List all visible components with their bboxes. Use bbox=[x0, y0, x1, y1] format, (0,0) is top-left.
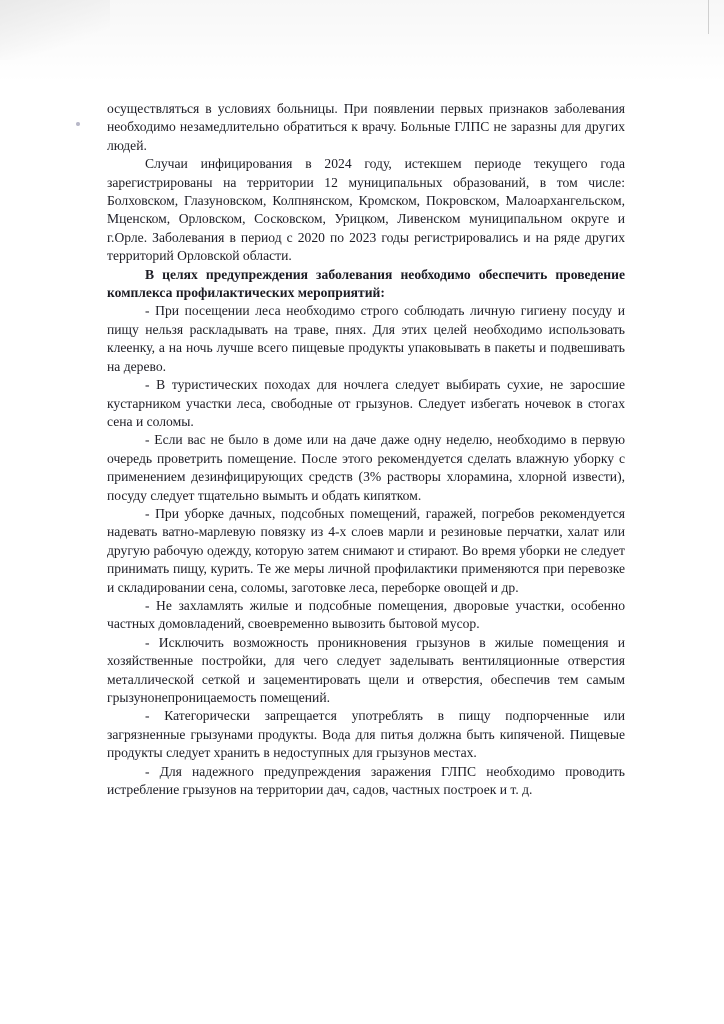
list-item-rodent-proofing: - Исключить возможность проникновения грызунов в жилые помещения и хозяйственные постройки, для чего следует заделывать вентиляционные отверстия металлической сеткой и зацементировать щели и отверстия, обеспечив тем самым грызунонепроницаемость помещений. bbox=[107, 634, 625, 705]
list-item-extermination: - Для надежного предупреждения заражения ГЛПС необходимо проводить истребление грызунов на территории дач, садов, частных построек и т. д. bbox=[107, 763, 625, 798]
paragraph-cases-2024: Случаи инфицирования в 2024 году, истекшем периоде текущего года зарегистрированы на территории 12 муниципальных образований, в том числе: Болховском, Глазуновском, Колпнянском, Кромском, Покровском, Малоархангельском, Мценском, Орловском, Сосковском, Урицком, Ливенском муниципальном округе и г.Орле. Заболевания в период с 2020 по 2023 годы регистрировались и на ряде других территорий Орловской области. bbox=[107, 156, 625, 264]
margin-dot bbox=[76, 122, 80, 126]
scan-edge-mark bbox=[708, 0, 709, 34]
paragraph-prevention-heading: В целях предупреждения заболевания необходимо обеспечить проведение комплекса профилактических мероприятий: bbox=[107, 266, 625, 301]
list-item-ventilation: - Если вас не было в доме или на даче даже одну неделю, необходимо в первую очередь проветрить помещение. После этого рекомендуется сделать влажную уборку с применением дезинфицирующих средств (3% растворы хлорамина, хлорной извести), посуду следует тщательно вымыть и обдать кипятком. bbox=[107, 432, 625, 503]
list-item-forest-hygiene: - При посещении леса необходимо строго соблюдать личную гигиену посуду и пищу нельзя раскладывать на траве, пнях. Для этих целей необходимо использовать клеенку, а на ночь лучше всего пищевые продукты упаковывать в пакеты и подвешивать на дерево. bbox=[107, 303, 625, 374]
list-item-food-safety: - Категорически запрещается употреблять в пищу подпорченные или загрязненные грызунами продукты. Вода для питья должна быть кипяченой. Пищевые продукты следует хранить в недоступных для грызунов местах. bbox=[107, 708, 625, 761]
list-item-cleaning-protection: - При уборке дачных, подсобных помещений, гаражей, погребов рекомендуется надевать ватно-марлевую повязку из 4-х слоев марли и резиновые перчатки, халат или другую рабочую одежду, которую затем снимают и стирают. Во время уборки не следует принимать пищу, курить. Те же меры личной профилактики применяются при перевозке и складировании сена, соломы, заготовке леса, переборке овощей и др. bbox=[107, 505, 625, 595]
paragraph-continuation: осуществляться в условиях больницы. При появлении первых признаков заболевания необходимо незамедлительно обратиться к врачу. Больные ГЛПС не заразны для других людей. bbox=[107, 101, 625, 153]
page-corner-fold bbox=[0, 0, 110, 60]
list-item-camping: - В туристических походах для ночлега следует выбирать сухие, не заросшие кустарником участки леса, свободные от грызунов. Следует избегать ночевок в стогах сена и соломы. bbox=[107, 377, 625, 429]
list-item-waste-removal: - Не захламлять жилые и подсобные помещения, дворовые участки, особенно частных домовладений, своевременно вывозить бытовой мусор. bbox=[107, 597, 625, 632]
document-body bbox=[107, 100, 625, 799]
